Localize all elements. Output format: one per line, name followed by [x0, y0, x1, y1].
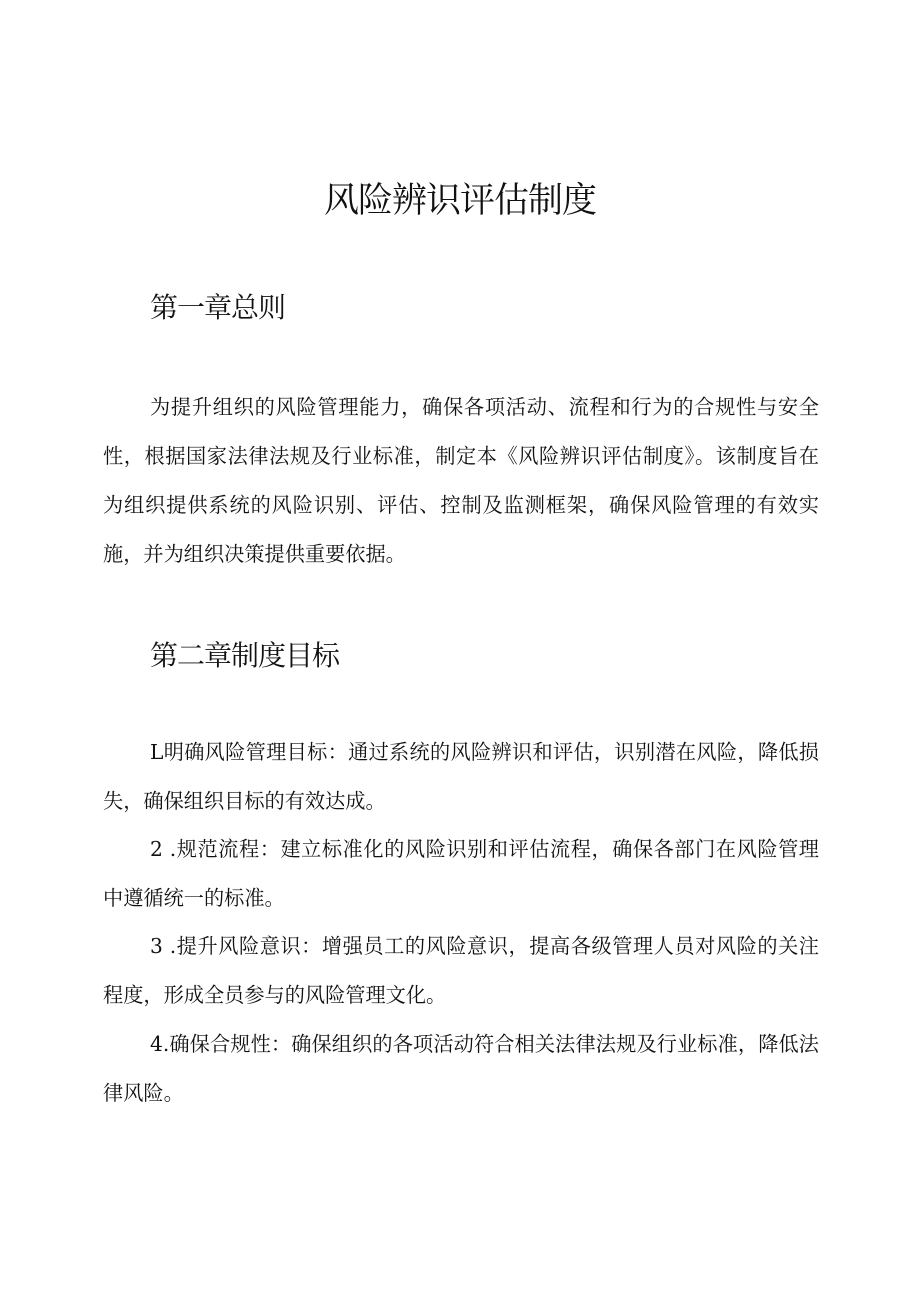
goal-item-2: 2 .规范流程：建立标准化的风险识别和评估流程，确保各部门在风险管理中遵循统一的标准。 [103, 837, 819, 910]
goal-item-3: 3 .提升风险意识：增强员工的风险意识，提高各级管理人员对风险的关注程度，形成全员参与的风险管理文化。 [103, 934, 819, 1007]
document-title: 风险辨识评估制度 [323, 181, 596, 221]
chapter-1-heading: 第一章总则 [150, 291, 286, 324]
chapter-2-heading: 第二章制度目标 [150, 639, 340, 672]
goal-item-4: 4.确保合规性：确保组织的各项活动符合相关法律法规及行业标准，降低法律风险。 [103, 1032, 819, 1105]
chapter-1-paragraph: 为提升组织的风险管理能力，确保各项活动、流程和行为的合规性与安全性，根据国家法律法规及行业标准，制定本《风险辨识评估制度》。该制度旨在为组织提供系统的风险识别、评估、控制及监测框架，确保风险管理的有效实施，并为组织决策提供重要依据。 [103, 395, 819, 566]
goal-item-1: L明确风险管理目标：通过系统的风险辨识和评估，识别潜在风险，降低损失，确保组织目标的有效达成。 [103, 740, 819, 813]
